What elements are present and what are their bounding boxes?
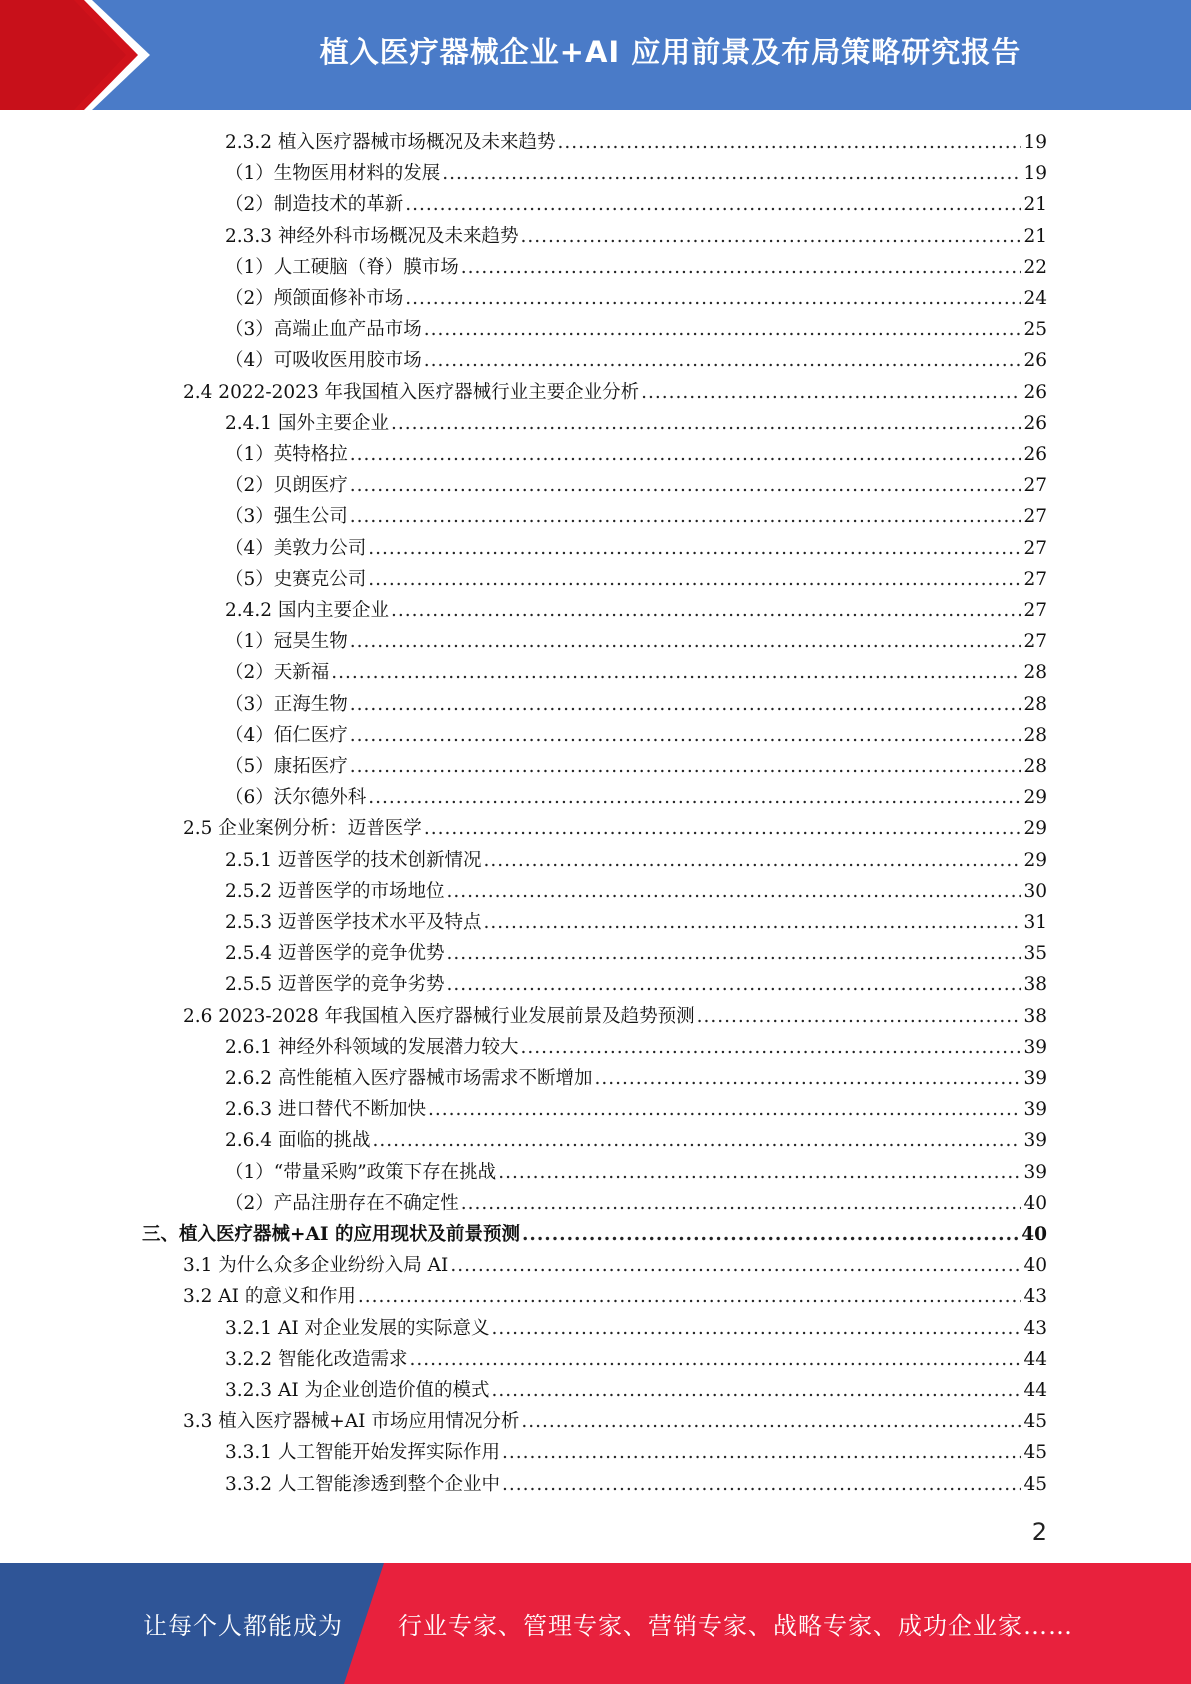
toc-entry-page: 29 [1023,818,1047,840]
toc-entry[interactable] [225,345,1047,376]
toc-leader-dots [697,1001,1022,1032]
toc-entry-label: 2.5 企业案例分析：迈普医学 [183,818,422,840]
toc-leader-dots [442,158,1021,189]
toc-entry-page: 45 [1023,1411,1047,1433]
toc-entry-page: 26 [1023,412,1047,434]
toc-entry-label: （6）沃尔德外科 [225,787,367,809]
toc-entry-page: 22 [1023,256,1047,278]
toc-entry-label: （2）天新福 [225,662,330,684]
toc-leader-dots [350,470,1022,501]
toc-entry-label: （1）冠昊生物 [225,631,348,653]
toc-entry-page: 39 [1023,1161,1047,1183]
toc-entry-page: 27 [1023,600,1047,621]
toc-leader-dots [498,1157,1021,1188]
toc-entry[interactable] [225,314,1047,345]
toc-entry-page: 28 [1023,662,1047,684]
toc-leader-dots [350,720,1022,751]
header-arrow-decoration [0,0,150,110]
toc-leader-dots [492,1313,1022,1344]
toc-entry-page: 40 [1023,1192,1047,1214]
toc-entry-label: 2.6.3 进口替代不断加快 [225,1099,426,1121]
toc-leader-dots [502,1469,1021,1500]
toc-entry[interactable] [225,189,1047,220]
toc-leader-dots [368,533,1021,564]
toc-entry-page: 43 [1023,1286,1047,1308]
toc-entry-page: 24 [1023,288,1047,309]
toc-entry-label: 3.2 AI 的意义和作用 [183,1286,356,1308]
toc-entry[interactable] [225,252,1047,283]
toc-entry[interactable] [183,1250,1047,1281]
toc-entry-label: （1）“带量采购”政策下存在挑战 [225,1161,497,1183]
toc-leader-dots [461,1188,1022,1219]
toc-entry-label: （2）产品注册存在不确定性 [225,1192,459,1214]
toc-entry[interactable] [225,533,1047,564]
toc-entry[interactable] [225,1094,1047,1125]
toc-entry[interactable] [225,938,1047,969]
toc-entry-label: （4）佰仁医疗 [225,724,348,746]
toc-entry-label: 2.3.2 植入医疗器械市场概况及未来趋势 [225,132,556,153]
toc-entry-label: 3.3.1 人工智能开始发挥实际作用 [225,1442,500,1464]
toc-entry-label: 2.5.4 迈普医学的竞争优势 [225,943,445,965]
toc-entry[interactable] [225,1437,1047,1468]
toc-entry[interactable] [183,1001,1047,1032]
toc-entry[interactable] [225,1469,1047,1500]
toc-entry[interactable] [225,876,1047,907]
toc-leader-dots [391,408,1021,439]
toc-entry[interactable] [225,845,1047,876]
toc-entry-label: 2.4.2 国内主要企业 [225,600,389,621]
toc-leader-dots [492,1375,1022,1406]
toc-entry[interactable] [225,907,1047,938]
toc-entry-label: 3.3.2 人工智能渗透到整个企业中 [225,1473,500,1495]
toc-entry-page: 21 [1023,194,1047,216]
toc-leader-dots [483,845,1021,876]
toc-entry[interactable] [225,1313,1047,1344]
toc-entry-label: 2.6.1 神经外科领域的发展潜力较大 [225,1036,519,1058]
toc-entry-page: 30 [1023,880,1047,902]
toc-entry-page: 28 [1023,693,1047,715]
toc-entry[interactable] [225,1032,1047,1063]
toc-leader-dots [446,938,1021,969]
toc-entry-page: 35 [1023,943,1047,965]
toc-entry-page: 25 [1023,319,1047,341]
toc-entry[interactable] [225,782,1047,813]
toc-entry-label: （3）高端止血产品市场 [225,319,422,341]
toc-leader-dots [450,1250,1021,1281]
toc-entry-label: 2.4 2022-2023 年我国植入医疗器械行业主要企业分析 [183,381,640,403]
toc-entry[interactable] [183,1281,1047,1312]
toc-entry[interactable] [225,283,1047,314]
toc-leader-dots [520,221,1021,252]
toc-entry-label: （3）强生公司 [225,506,348,528]
toc-entry-page: 45 [1023,1473,1047,1495]
toc-entry-label: （5）康拓医疗 [225,756,348,777]
toc-entry-label: 3.2.3 AI 为企业创造价值的模式 [225,1380,490,1401]
toc-entry-page: 45 [1023,1442,1047,1464]
toc-entry-page: 39 [1023,1068,1047,1089]
toc-entry-page: 27 [1023,537,1047,559]
page-number: 2 [1031,1518,1047,1546]
toc-leader-dots [358,1281,1022,1312]
toc-entry[interactable] [225,720,1047,751]
toc-entry-page: 39 [1023,1099,1047,1121]
toc-entry-page: 28 [1023,724,1047,746]
toc-entry[interactable] [225,657,1047,688]
toc-entry-label: 3.2.1 AI 对企业发展的实际意义 [225,1317,490,1339]
toc-leader-dots [368,564,1021,595]
toc-entry[interactable] [225,408,1047,439]
toc-entry-label: 2.5.5 迈普医学的竞争劣势 [225,974,445,996]
toc-entry-page: 40 [1021,1224,1047,1245]
toc-leader-dots [350,689,1022,720]
toc-entry[interactable] [225,564,1047,595]
toc-leader-dots [424,345,1022,376]
toc-leader-dots [350,751,1022,782]
toc-entry-label: （5）史赛克公司 [225,568,367,590]
toc-entry-label: 2.6 2023-2028 年我国植入医疗器械行业发展前景及趋势预测 [183,1005,695,1027]
toc-entry-page: 26 [1023,350,1047,372]
toc-entry[interactable] [225,626,1047,657]
toc-leader-dots [522,1219,1019,1250]
toc-entry[interactable] [225,1063,1047,1094]
toc-leader-dots [483,907,1021,938]
toc-entry[interactable] [183,1406,1047,1437]
toc-leader-dots [405,189,1021,220]
toc-entry-page: 38 [1023,1005,1047,1027]
toc-entry-label: （1）人工硬脑（脊）膜市场 [225,256,459,278]
toc-entry[interactable] [225,221,1047,252]
toc-entry-label: （2）颅颌面修补市场 [225,288,404,309]
toc-leader-dots [372,1125,1021,1156]
toc-entry-label: 3.2.2 智能化改造需求 [225,1348,408,1370]
toc-entry[interactable] [225,969,1047,1000]
toc-leader-dots [391,595,1021,626]
toc-entry-page: 44 [1023,1348,1047,1370]
toc-entry-label: 2.5.1 迈普医学的技术创新情况 [225,849,482,871]
toc-entry-page: 31 [1023,912,1047,933]
toc-leader-dots [409,1344,1021,1375]
toc-leader-dots [521,1406,1021,1437]
toc-entry-label: （2）贝朗医疗 [225,475,348,497]
toc-entry[interactable] [225,1157,1047,1188]
toc-entry[interactable] [225,689,1047,720]
toc-entry-label: （4）可吸收医用胶市场 [225,350,422,372]
toc-entry-label: 2.6.4 面临的挑战 [225,1130,371,1152]
toc-entry-label: 2.6.2 高性能植入医疗器械市场需求不断增加 [225,1068,593,1089]
toc-entry-page: 27 [1023,631,1047,653]
toc-entry-page: 28 [1023,756,1047,777]
toc-leader-dots [557,127,1021,158]
toc-entry[interactable] [225,158,1047,189]
toc-entry-page: 29 [1023,849,1047,871]
toc-entry-label: 三、植入医疗器械+AI 的应用现状及前景预测 [142,1224,520,1245]
toc-entry-page: 39 [1023,1036,1047,1058]
toc-entry-label: 2.5.2 迈普医学的市场地位 [225,880,445,902]
toc-entry[interactable] [225,127,1047,158]
toc-leader-dots [428,1094,1021,1125]
toc-leader-dots [350,626,1022,657]
report-title: 植入医疗器械企业+AI 应用前景及布局策略研究报告 [319,34,1022,69]
toc-entry-label: 2.5.3 迈普医学技术水平及特点 [225,912,482,933]
toc-entry-page: 27 [1023,568,1047,590]
toc-entry-label: 3.3 植入医疗器械+AI 市场应用情况分析 [183,1411,520,1433]
toc-entry[interactable] [225,1375,1047,1406]
toc-entry-page: 43 [1023,1317,1047,1339]
toc-entry-label: 2.4.1 国外主要企业 [225,412,389,434]
toc-entry[interactable] [225,470,1047,501]
toc-leader-dots [594,1063,1021,1094]
toc-leader-dots [641,377,1021,408]
toc-leader-dots [446,969,1021,1000]
toc-entry-label: （1）生物医用材料的发展 [225,163,441,185]
toc-entry[interactable] [225,1125,1047,1156]
toc-leader-dots [350,501,1022,532]
toc-entry-page: 27 [1023,475,1047,497]
toc-entry[interactable] [225,1344,1047,1375]
toc-entry-label: 3.1 为什么众多企业纷纷入局 AI [183,1255,449,1277]
toc-entry[interactable] [225,439,1047,470]
toc-entry[interactable] [142,1219,1047,1250]
toc-entry-label: （2）制造技术的革新 [225,194,404,216]
toc-leader-dots [520,1032,1021,1063]
toc-leader-dots [446,876,1021,907]
toc-leader-dots [331,657,1021,688]
toc-entry-page: 38 [1023,974,1047,996]
toc-entry[interactable] [225,751,1047,782]
toc-leader-dots [350,439,1022,470]
toc-entry-page: 29 [1023,787,1047,809]
toc-leader-dots [368,782,1021,813]
toc-entry-page: 26 [1023,444,1047,465]
toc-leader-dots [405,283,1021,314]
page-footer [0,1563,1191,1684]
page-header [0,0,1191,110]
toc-entry-page: 40 [1023,1255,1047,1277]
toc-entry-page: 19 [1023,132,1047,153]
toc-entry-page: 39 [1023,1130,1047,1152]
toc-entry-page: 26 [1023,381,1047,403]
toc-leader-dots [424,314,1022,345]
toc-entry[interactable] [225,501,1047,532]
toc-entry[interactable] [225,1188,1047,1219]
toc-entry[interactable] [225,595,1047,626]
toc-entry-label: （1）英特格拉 [225,444,348,465]
toc-entry-page: 27 [1023,506,1047,528]
toc-leader-dots [461,252,1022,283]
footer-slogan-right: 行业专家、管理专家、营销专家、战略专家、成功企业家…… [398,1612,1073,1640]
toc-leader-dots [424,813,1022,844]
toc-entry-page: 44 [1023,1380,1047,1401]
toc-entry-label: （3）正海生物 [225,693,348,715]
toc-entry-label: 2.3.3 神经外科市场概况及未来趋势 [225,225,519,247]
toc-leader-dots [502,1437,1021,1468]
toc-entry-page: 21 [1023,225,1047,247]
toc-entry[interactable] [183,813,1047,844]
toc-entry-label: （4）美敦力公司 [225,537,367,559]
toc-entry-page: 19 [1023,163,1047,185]
toc-entry[interactable] [183,377,1047,408]
footer-slogan-left: 让每个人都能成为 [143,1612,343,1640]
